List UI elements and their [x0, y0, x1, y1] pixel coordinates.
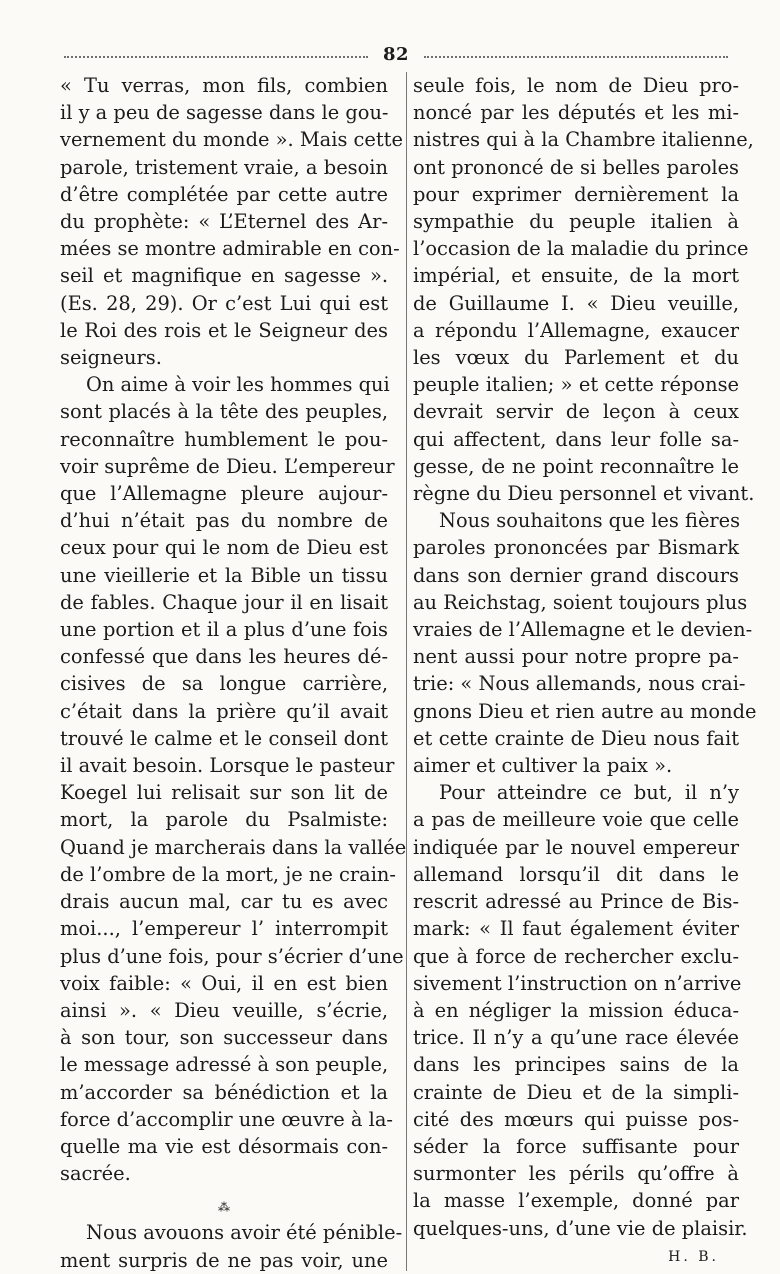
- text-line: pour exprimer dernièrement la: [413, 182, 739, 206]
- text-line: Nous avouons avoir été pénible-: [86, 1221, 403, 1245]
- page-number: 82: [382, 44, 410, 65]
- right-column: [406, 72, 757, 1271]
- text-line: plus d’une fois, pour s’écrier d’une: [60, 944, 404, 968]
- text-line: trie: « Nous allemands, nous crai-: [413, 672, 746, 696]
- text-line: à en négliger la mission éduca-: [413, 998, 739, 1022]
- text-line: quelques-uns, d’une vie de plaisir.: [413, 1216, 748, 1240]
- text-line: force d’accomplir une œuvre à la-: [60, 1107, 393, 1131]
- text-line: impérial, et ensuite, de la mort: [413, 264, 739, 288]
- text-line: vraies de l’Allemagne et le devien-: [413, 618, 753, 642]
- section-separator: ⁂: [218, 1200, 230, 1215]
- text-line: trice. Il n’y a qu’une race élevée: [413, 1026, 739, 1050]
- text-line: dans son dernier grand discours: [413, 563, 739, 587]
- text-line: l’occasion de la maladie du prince: [413, 237, 749, 261]
- text-line: sacrée.: [60, 1162, 131, 1186]
- text-line: que à force de rechercher exclu-: [413, 944, 739, 968]
- author-signature: H. B.: [668, 1248, 719, 1265]
- header-rule-left: [64, 56, 368, 58]
- text-line: cisives de sa longue carrière,: [60, 672, 388, 696]
- text-line: les vœux du Parlement et du: [413, 346, 739, 370]
- text-line: Pour atteindre ce but, il n’y: [439, 781, 739, 805]
- text-line: il y a peu de sagesse dans le gou-: [60, 101, 389, 125]
- text-line: c’était dans la prière qu’il avait: [60, 699, 388, 723]
- text-line: surmonter les périls qu’offre à: [413, 1162, 739, 1186]
- text-line: de fables. Chaque jour il en lisait: [60, 590, 388, 614]
- text-line: confessé que dans les heures dé-: [60, 645, 388, 669]
- text-line: (Es. 28, 29). Or c’est Lui qui est: [60, 291, 388, 315]
- text-line: drais aucun mal, car tu es avec: [60, 890, 388, 914]
- text-line: ainsi ». « Dieu veuille, s’écrie,: [60, 998, 388, 1022]
- text-line: de l’ombre de la mort, je ne crain-: [60, 862, 396, 886]
- text-line: rescrit adressé au Prince de Bis-: [413, 890, 739, 914]
- text-line: sivement l’instruction on n’arrive: [413, 971, 742, 995]
- text-line: allemand lorsqu’il dit dans le: [413, 862, 739, 886]
- text-line: cité des mœurs qui puisse pos-: [413, 1107, 739, 1131]
- left-column-tail-text: [60, 1219, 403, 1273]
- text-line: mark: « Il faut également éviter: [413, 917, 739, 941]
- left-column-text: [60, 72, 407, 1187]
- page-header: [64, 44, 728, 68]
- text-line: reconnaître humblement le pou-: [60, 427, 388, 451]
- text-line: mort, la parole du Psalmiste:: [60, 808, 388, 832]
- text-line: du prophète: « L’Eternel des Ar-: [60, 210, 388, 234]
- text-line: gnons Dieu et rien autre au monde: [413, 699, 757, 723]
- text-line: la masse l’exemple, donné par: [413, 1189, 739, 1213]
- text-line: dans les principes sains de la: [413, 1053, 739, 1077]
- text-line: séder la force suffisante pour: [413, 1134, 739, 1158]
- text-line: paroles prononcées par Bismark: [413, 536, 739, 560]
- text-line: seil et magnifique en sagesse ».: [60, 264, 388, 288]
- text-line: Koegel lui relisait sur son lit de: [60, 781, 388, 805]
- text-line: à son tour, son successeur dans: [60, 1026, 388, 1050]
- text-line: On aime à voir les hommes qui: [86, 373, 390, 397]
- text-line: le Roi des rois et le Seigneur des: [60, 318, 388, 342]
- text-line: moi..., l’empereur l’ interrompit: [60, 917, 388, 941]
- text-line: Quand je marcherais dans la vallée: [60, 835, 407, 859]
- text-line: et cette crainte de Dieu nous fait: [413, 726, 739, 750]
- text-line: de Guillaume I. « Dieu veuille,: [413, 291, 739, 315]
- text-line: peuple italien; » et cette réponse: [413, 373, 739, 397]
- text-line: seule fois, le nom de Dieu pro-: [413, 74, 739, 97]
- text-line: aimer et cultiver la paix ».: [413, 754, 673, 778]
- text-line: a pas de meilleure voie que celle: [413, 808, 739, 832]
- text-line: nistres qui à la Chambre italienne,: [413, 128, 754, 152]
- text-line: qui affectent, dans leur folle sa-: [413, 427, 739, 451]
- left-column: [60, 72, 407, 1274]
- text-line: seigneurs.: [60, 346, 162, 370]
- text-line: une vieillerie et la Bible un tissu: [60, 563, 388, 587]
- text-line: quelle ma vie est désormais con-: [60, 1134, 388, 1158]
- text-line: « Tu verras, mon fils, combien: [60, 74, 388, 97]
- text-line: nent aussi pour notre propre pa-: [413, 645, 739, 669]
- text-line: une portion et il a plus d’une fois: [60, 618, 388, 642]
- text-line: mées se montre admirable en con-: [60, 237, 400, 261]
- text-line: voir suprême de Dieu. L’empereur: [60, 454, 395, 478]
- text-line: d’être complétée par cette autre: [60, 182, 388, 206]
- text-line: sympathie du peuple italien à: [413, 210, 739, 234]
- text-line: gesse, de ne point reconnaître le: [413, 454, 739, 478]
- text-line: ont prononcé de si belles paroles: [413, 155, 739, 179]
- right-column-text: [413, 72, 757, 1242]
- text-line: que l’Allemagne pleure aujour-: [60, 482, 388, 506]
- text-line: voix faible: « Oui, il en est bien: [60, 971, 388, 995]
- text-line: le message adressé à son peuple,: [60, 1053, 389, 1077]
- text-line: devrait servir de leçon à ceux: [413, 400, 739, 424]
- text-line: trouvé le calme et le conseil dont: [60, 726, 388, 750]
- text-line: crainte de Dieu et de la simpli-: [413, 1080, 739, 1104]
- text-line: règne du Dieu personnel et vivant.: [413, 482, 755, 506]
- text-line: sont placés à la tête des peuples,: [60, 400, 388, 424]
- header-rule-right: [424, 56, 728, 58]
- text-line: il avait besoin. Lorsque le pasteur: [60, 754, 395, 778]
- text-line: Nous souhaitons que les fières: [439, 509, 741, 533]
- text-line: noncé par les députés et les mi-: [413, 101, 739, 125]
- text-line: vernement du monde ». Mais cette: [60, 128, 403, 152]
- text-line: indiquée par le nouvel empereur: [413, 835, 739, 859]
- text-line: au Reichstag, soient toujours plus: [413, 590, 748, 614]
- text-line: ceux pour qui le nom de Dieu est: [60, 536, 388, 560]
- text-line: m’accorder sa bénédiction et la: [60, 1080, 388, 1104]
- text-line: a répondu l’Allemagne, exaucer: [413, 318, 739, 342]
- text-line: parole, tristement vraie, a besoin: [60, 155, 388, 179]
- text-line: d’hui n’était pas du nombre de: [60, 509, 388, 533]
- text-line: ment surpris de ne pas voir, une: [60, 1248, 388, 1272]
